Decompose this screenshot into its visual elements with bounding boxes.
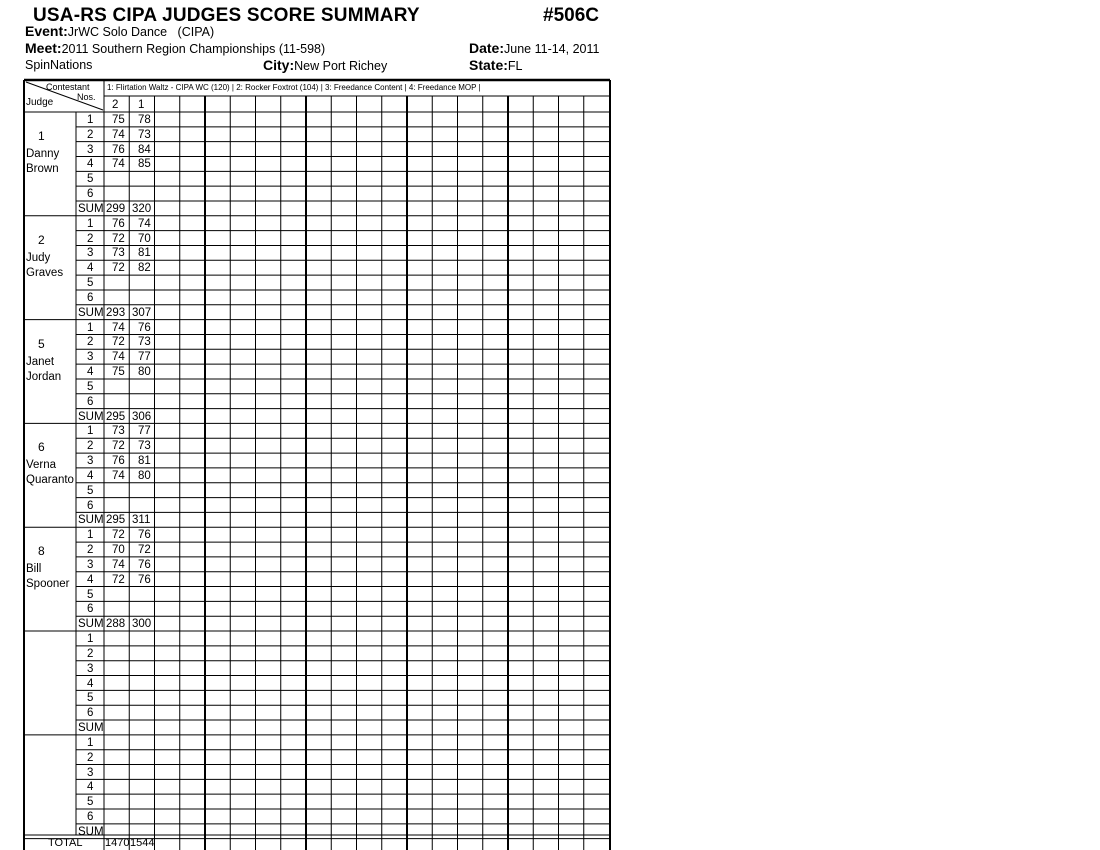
meet-value: 2011 Southern Region Championships (11-598) xyxy=(61,42,326,56)
sum-label: SUM xyxy=(78,514,104,527)
row-number: 1 xyxy=(87,529,94,542)
sum-value: 293 xyxy=(106,306,126,319)
score-cell: 76 xyxy=(112,143,125,156)
sum-label: SUM xyxy=(78,410,104,423)
score-cell: 74 xyxy=(138,217,151,230)
nos-label: Nos. xyxy=(77,92,96,102)
row-number: 3 xyxy=(87,247,94,260)
score-cell: 85 xyxy=(138,158,151,171)
row-number: 4 xyxy=(87,573,94,586)
row-number: 3 xyxy=(87,558,94,571)
state-value: FL xyxy=(507,59,523,73)
row-number: 1 xyxy=(87,217,94,230)
score-cell: 74 xyxy=(112,558,125,571)
row-number: 1 xyxy=(87,114,94,126)
row-number: 1 xyxy=(87,633,94,646)
sum-value: 295 xyxy=(106,410,126,423)
total-value: 1544 xyxy=(130,837,155,849)
row-number: 6 xyxy=(87,499,94,512)
sum-value: 299 xyxy=(106,202,126,215)
row-number: 5 xyxy=(87,692,94,705)
score-cell: 73 xyxy=(112,247,125,260)
row-number: 3 xyxy=(87,662,94,675)
row-number: 6 xyxy=(87,188,94,201)
judge-last-name: Quaranto xyxy=(26,474,74,487)
score-cell: 72 xyxy=(112,573,125,586)
row-number: 4 xyxy=(87,262,94,275)
row-number: 4 xyxy=(87,366,94,379)
score-cell: 75 xyxy=(112,114,125,126)
judge-last-name: Spooner xyxy=(26,578,70,591)
sum-label: SUM xyxy=(78,202,104,215)
score-cell: 80 xyxy=(138,366,151,379)
city-value: New Port Richey xyxy=(294,59,388,73)
row-number: 6 xyxy=(87,395,94,408)
row-number: 5 xyxy=(87,380,94,393)
judge-number: 8 xyxy=(38,544,45,559)
row-number: 2 xyxy=(87,647,94,660)
row-number: 5 xyxy=(87,277,94,290)
row-number: 6 xyxy=(87,707,94,720)
score-cell: 72 xyxy=(112,262,125,275)
score-cell: 82 xyxy=(138,262,151,275)
score-cell: 72 xyxy=(138,544,151,557)
row-number: 1 xyxy=(87,425,94,438)
club-name: SpinNations xyxy=(25,58,93,72)
sum-value: 320 xyxy=(132,202,152,215)
row-number: 3 xyxy=(87,455,94,468)
total-label: TOTAL xyxy=(48,837,83,849)
row-number: 5 xyxy=(87,173,94,186)
score-cell: 76 xyxy=(138,321,151,334)
row-number: 1 xyxy=(87,736,94,749)
score-cell: 72 xyxy=(112,232,125,245)
row-number: 3 xyxy=(87,351,94,364)
judge-number: 5 xyxy=(38,336,45,351)
event-number: #506C xyxy=(543,5,599,26)
sum-value: 311 xyxy=(132,514,151,527)
judge-label: Judge xyxy=(26,97,54,108)
date-value: June 11-14, 2011 xyxy=(504,42,600,56)
date-label: Date: xyxy=(469,40,505,56)
score-cell: 73 xyxy=(112,425,125,438)
dances-header: 1: Flirtation Waltz - CIPA WC (120) | 2: Rocker Foxtrot (104) | 3: Freedance Content | 4: Freedance MOP | xyxy=(107,83,481,92)
row-number: 6 xyxy=(87,811,94,823)
judge-first-name: Bill xyxy=(26,563,42,576)
sum-value: 306 xyxy=(132,410,152,423)
row-number: 4 xyxy=(87,469,94,482)
score-cell: 74 xyxy=(112,321,125,334)
sum-value: 288 xyxy=(106,618,126,631)
score-cell: 81 xyxy=(138,247,151,260)
score-cell: 75 xyxy=(112,366,125,379)
row-number: 6 xyxy=(87,603,94,616)
sum-value: 295 xyxy=(106,514,126,527)
judge-number: 6 xyxy=(38,440,45,455)
row-number: 6 xyxy=(87,291,94,304)
judge-first-name: Judy xyxy=(26,251,51,264)
sum-label: SUM xyxy=(78,825,104,838)
contestant-label: Contestant xyxy=(46,82,90,92)
score-cell: 76 xyxy=(138,529,151,542)
row-number: 3 xyxy=(87,766,94,779)
score-cell: 73 xyxy=(138,336,151,349)
judge-last-name: Jordan xyxy=(26,370,62,383)
row-number: 4 xyxy=(87,781,94,794)
meet-label: Meet: xyxy=(25,40,62,56)
score-cell: 73 xyxy=(138,440,151,453)
score-cell: 76 xyxy=(138,573,151,586)
judge-last-name: Brown xyxy=(26,163,59,175)
sum-label: SUM xyxy=(78,306,104,319)
sum-label: SUM xyxy=(78,722,104,735)
sum-value: 307 xyxy=(132,306,152,319)
judge-first-name: Danny xyxy=(26,148,60,160)
score-cell: 74 xyxy=(112,351,125,364)
score-cell: 74 xyxy=(112,128,125,141)
score-cell: 74 xyxy=(112,158,125,171)
sum-value: 300 xyxy=(132,618,152,631)
row-number: 2 xyxy=(87,232,94,245)
score-cell: 72 xyxy=(112,336,125,349)
row-number: 3 xyxy=(87,143,94,156)
event-label: Event: xyxy=(25,23,68,39)
row-number: 2 xyxy=(87,336,94,349)
score-cell: 77 xyxy=(138,351,151,364)
row-number: 2 xyxy=(87,440,94,453)
score-cell: 72 xyxy=(112,440,125,453)
sum-label: SUM xyxy=(78,618,104,631)
row-number: 5 xyxy=(87,484,94,497)
row-number: 5 xyxy=(87,588,94,601)
judge-last-name: Graves xyxy=(26,266,64,279)
score-cell: 70 xyxy=(138,232,151,245)
score-cell: 84 xyxy=(138,143,151,156)
row-number: 1 xyxy=(87,321,94,334)
score-cell: 72 xyxy=(112,529,125,542)
score-cell: 77 xyxy=(138,425,151,438)
judge-first-name: Verna xyxy=(26,459,57,472)
contestant-number: 1 xyxy=(138,99,145,111)
score-cell: 78 xyxy=(138,114,151,126)
score-cell: 76 xyxy=(112,217,125,230)
row-number: 4 xyxy=(87,158,94,171)
city-label: City: xyxy=(263,57,295,73)
judge-number: 1 xyxy=(38,129,45,143)
row-number: 2 xyxy=(87,128,94,141)
judge-number: 2 xyxy=(38,232,45,247)
report-title: USA-RS CIPA JUDGES SCORE SUMMARY xyxy=(33,5,420,26)
score-cell: 73 xyxy=(138,128,151,141)
score-cell: 76 xyxy=(138,558,151,571)
event-value: JrWC Solo Dance (CIPA) xyxy=(67,25,215,39)
row-number: 2 xyxy=(87,751,94,764)
score-cell: 76 xyxy=(112,455,125,468)
row-number: 5 xyxy=(87,796,94,809)
score-cell: 80 xyxy=(138,469,151,482)
row-number: 2 xyxy=(87,544,94,557)
score-cell: 74 xyxy=(112,469,125,482)
score-cell: 81 xyxy=(138,455,151,468)
grid-line xyxy=(26,82,103,110)
judge-first-name: Janet xyxy=(26,355,55,368)
total-value: 1470 xyxy=(105,837,130,849)
contestant-number: 2 xyxy=(112,99,119,111)
row-number: 4 xyxy=(87,677,94,690)
score-cell: 70 xyxy=(112,544,125,557)
state-label: State: xyxy=(469,57,508,73)
